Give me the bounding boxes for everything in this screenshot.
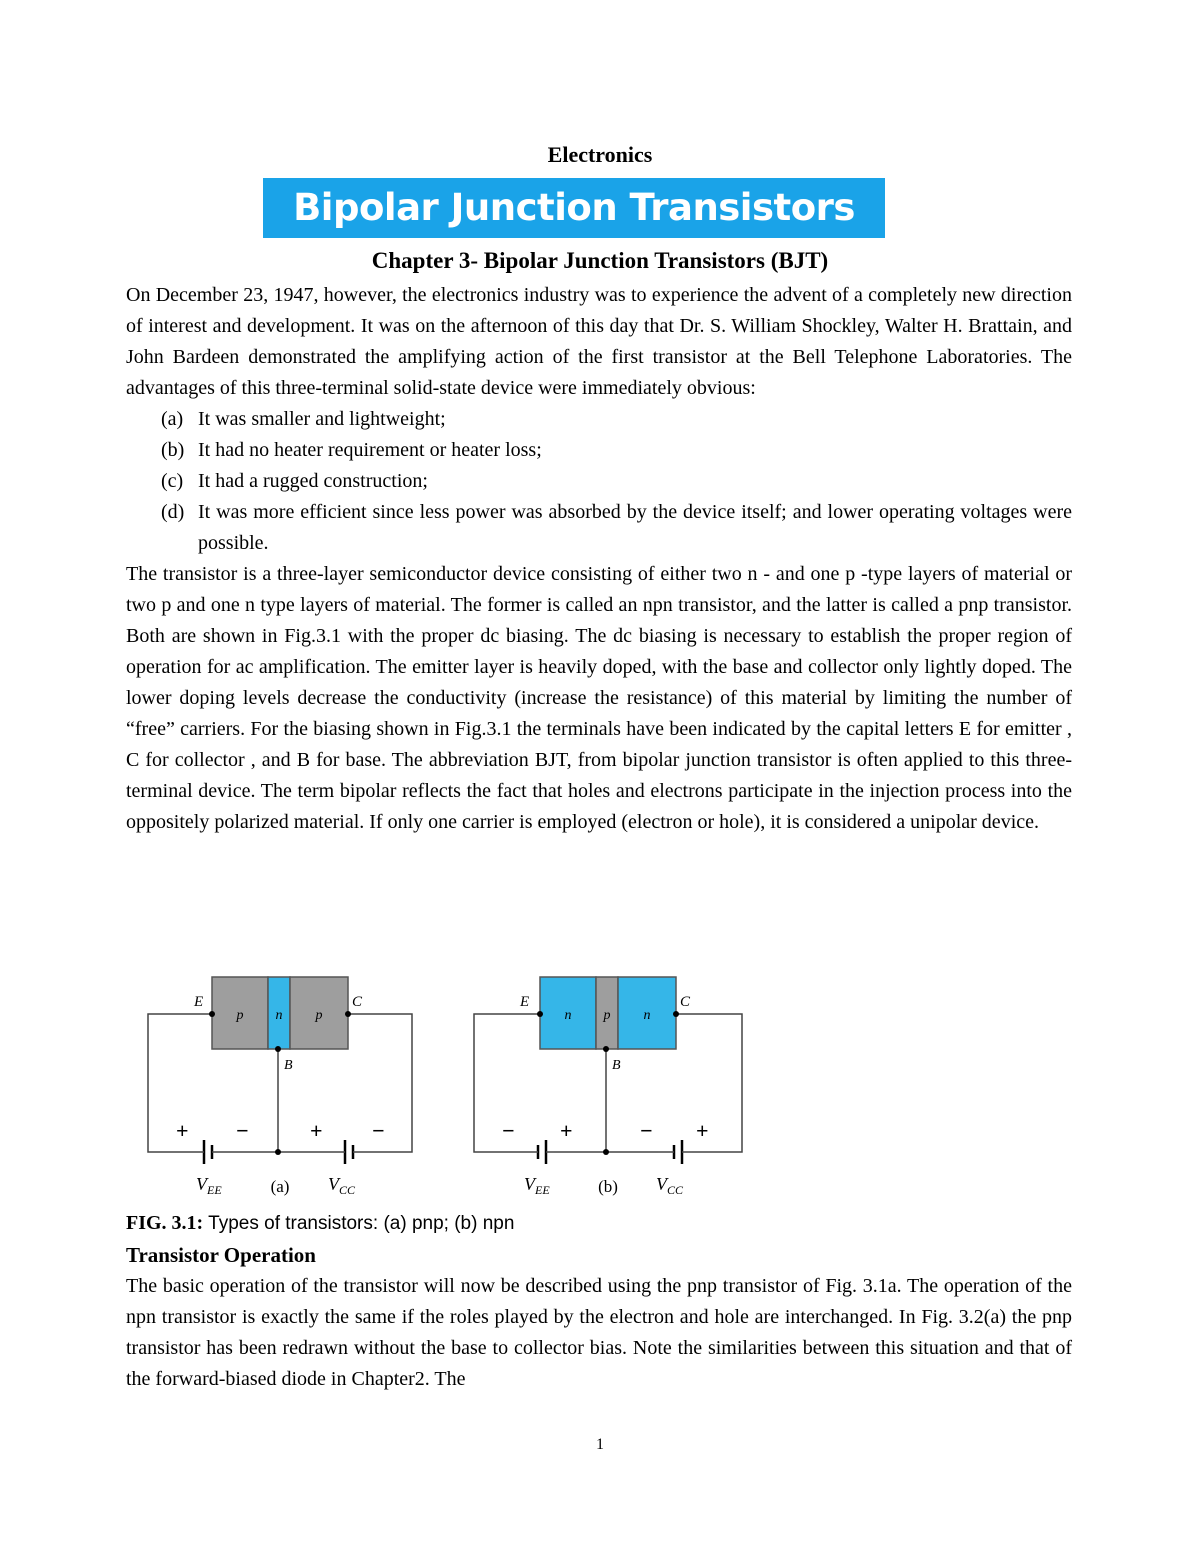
vee-a-sub: EE [207, 1183, 222, 1197]
list-item-text: It had a rugged construction; [198, 470, 428, 492]
layer-a-1-label: p [236, 1008, 244, 1023]
subject-title: Electronics [547, 142, 653, 167]
vcc-a-main: V [328, 1174, 339, 1194]
vee-a-main: V [196, 1174, 207, 1194]
emitter-label-a: E [194, 994, 204, 1010]
list-item [126, 404, 1072, 435]
caption-text: Types of transistors: (a) pnp; (b) npn [203, 1213, 515, 1234]
minus-sign-b-left: − [502, 1118, 515, 1143]
minus-sign-a-left: − [236, 1118, 249, 1143]
vcc-a-sub: CC [339, 1183, 356, 1197]
list-item-label: (c) [161, 470, 184, 492]
list-item-label: (d) [161, 501, 185, 523]
list-item-label: (a) [161, 408, 184, 430]
layer-b-3-label: n [643, 1008, 651, 1023]
transistor-figure [140, 968, 760, 1204]
vcc-label-a [328, 1174, 356, 1197]
figure-a-label: (a) [270, 1177, 290, 1196]
section-heading: Transistor Operation [126, 1243, 316, 1267]
vcc-b-main: V [656, 1174, 667, 1194]
figure-b-label: (b) [598, 1177, 618, 1196]
plus-sign-b-left: + [560, 1118, 573, 1143]
emitter-label-b: E [520, 994, 530, 1010]
layer-b-2-label: p [603, 1008, 611, 1023]
list-item [126, 497, 1072, 559]
vcc-b-sub: CC [667, 1183, 684, 1197]
collector-label-a: C [352, 994, 363, 1010]
list-item-text: It had no heater requirement or heater loss; [198, 439, 542, 461]
caption-label: FIG. 3.1: [126, 1212, 204, 1234]
list-item-text: It was more efficient since less power was absorbed by the device itself; and lower operating voltages were possible. [198, 501, 1072, 554]
list-item [126, 466, 1072, 497]
operation-section [126, 1271, 1072, 1395]
intro-section [126, 280, 1072, 838]
plus-sign-b-right: + [696, 1118, 709, 1143]
plus-sign-a-left: + [176, 1118, 189, 1143]
minus-sign-a-right: − [372, 1118, 385, 1143]
vee-b-sub: EE [535, 1183, 550, 1197]
figure-caption [126, 1208, 514, 1239]
base-label-b: B [612, 1058, 621, 1073]
layer-a-3-label: p [315, 1008, 323, 1023]
plus-sign-a-right: + [310, 1118, 323, 1143]
operation-paragraph: The basic operation of the transistor will now be described using the pnp transistor of Fig. 3.1a. The operation of the npn transistor is exactly the same if the roles played by the electron and hole are interchanged. In Fig. 3.2(a) the pnp transistor has been redrawn without the base to collector bias. Note the similarities between this situation and that of the forward-biased diode in Chapter2. The [126, 1275, 1072, 1390]
list-item-label: (b) [161, 439, 185, 461]
title-banner: Bipolar Junction Transistors [263, 178, 885, 238]
advantages-list [126, 404, 1072, 559]
list-item-text: It was smaller and lightweight; [198, 408, 446, 430]
layer-b-1-label: n [564, 1008, 572, 1023]
intro-paragraph: On December 23, 1947, however, the electronics industry was to experience the advent of a completely new direction of interest and development. It was on the afternoon of this day that Dr. S. William Shockley, Walter H. Brattain, and John Bardeen demonstrated the amplifying action of the first transistor at the Bell Telephone Laboratories. The advantages of this three-terminal solid-state device were immediately obvious: [126, 284, 1072, 399]
vee-label-b [524, 1174, 550, 1197]
chapter-title: Chapter 3- Bipolar Junction Transistors (BJT) [371, 248, 829, 273]
vcc-label-b [656, 1174, 684, 1197]
list-item [126, 435, 1072, 466]
figure-a-pnp [148, 977, 412, 1197]
minus-sign-b-right: − [640, 1118, 653, 1143]
layer-a-2-label: n [275, 1008, 283, 1023]
description-paragraph: The transistor is a three-layer semiconductor device consisting of either two n - and one p -type layers of material or two p and one n type layers of material. The former is called an npn transistor, and the latter is called a pnp transistor. Both are shown in Fig.3.1 with the proper dc biasing. The dc biasing is necessary to establish the proper region of operation for ac amplification. The emitter layer is heavily doped, with the base and collector only lightly doped. The lower doping levels decrease the conductivity (increase the resistance) of this material by limiting the number of “free” carriers. For the biasing shown in Fig.3.1 the terminals have been indicated by the capital letters E for emitter , C for collector , and B for base. The abbreviation BJT, from bipolar junction transistor is often applied to this three-terminal device. The term bipolar reflects the fact that holes and electrons participate in the injection process into the oppositely polarized material. If only one carrier is employed (electron or hole), it is considered a unipolar device. [126, 563, 1072, 833]
collector-label-b: C [680, 994, 691, 1010]
figure-b-npn [474, 977, 742, 1197]
vee-label-a [196, 1174, 222, 1197]
base-label-a: B [284, 1058, 293, 1073]
page-number: 1 [596, 1436, 604, 1453]
vee-b-main: V [524, 1174, 535, 1194]
